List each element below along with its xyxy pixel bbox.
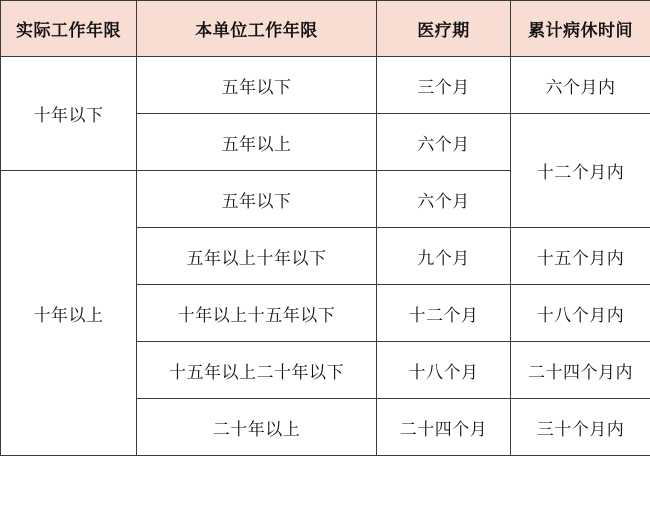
table-header <box>1 1 650 57</box>
cell-actual-work-years: 十年以下 <box>1 57 137 171</box>
cell-medical-period: 十二个月 <box>377 285 511 342</box>
cell-unit-work-years: 二十年以上 <box>137 399 377 456</box>
column-header-medical-period: 医疗期 <box>377 1 511 57</box>
column-header-actual-work-years: 实际工作年限 <box>1 1 137 57</box>
cell-unit-work-years: 十年以上十五年以下 <box>137 285 377 342</box>
cell-unit-work-years: 五年以上 <box>137 114 377 171</box>
cell-medical-period: 三个月 <box>377 57 511 114</box>
table-body <box>1 57 650 456</box>
cell-total-sick-leave: 十二个月内 <box>511 114 650 228</box>
table-header-row <box>1 1 650 57</box>
cell-total-sick-leave: 十五个月内 <box>511 228 650 285</box>
cell-unit-work-years: 五年以上十年以下 <box>137 228 377 285</box>
column-header-unit-work-years: 本单位工作年限 <box>137 1 377 57</box>
cell-medical-period: 十八个月 <box>377 342 511 399</box>
cell-unit-work-years: 五年以下 <box>137 57 377 114</box>
cell-total-sick-leave: 三十个月内 <box>511 399 650 456</box>
cell-total-sick-leave: 六个月内 <box>511 57 650 114</box>
cell-medical-period: 六个月 <box>377 114 511 171</box>
column-header-total-sick-leave: 累计病休时间 <box>511 1 650 57</box>
cell-medical-period: 二十四个月 <box>377 399 511 456</box>
cell-actual-work-years: 十年以上 <box>1 171 137 456</box>
cell-medical-period: 六个月 <box>377 171 511 228</box>
cell-total-sick-leave: 十八个月内 <box>511 285 650 342</box>
cell-unit-work-years: 十五年以上二十年以下 <box>137 342 377 399</box>
cell-medical-period: 九个月 <box>377 228 511 285</box>
cell-total-sick-leave: 二十四个月内 <box>511 342 650 399</box>
cell-unit-work-years: 五年以下 <box>137 171 377 228</box>
table-row <box>1 57 650 114</box>
